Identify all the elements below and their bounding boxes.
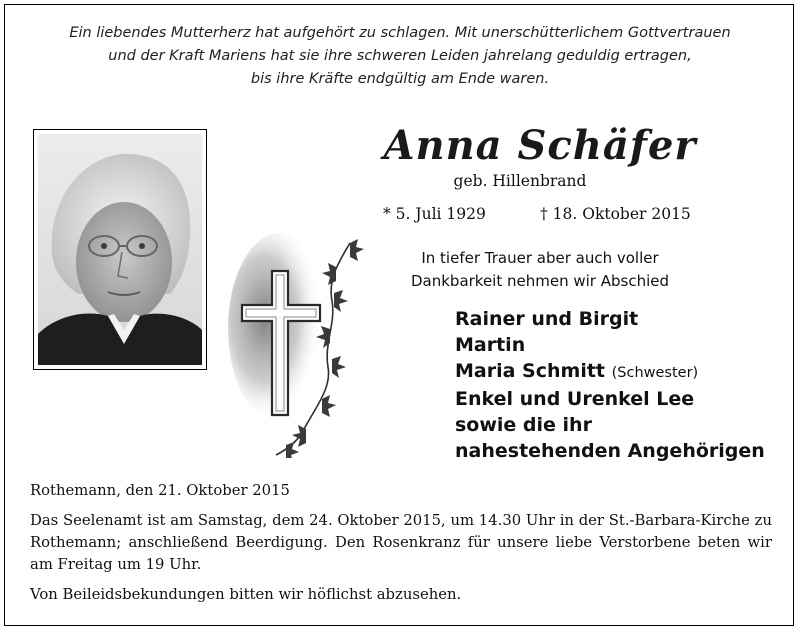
footer-text	[30, 480, 772, 606]
family-line: Martin	[455, 334, 526, 356]
poem-line: Ein liebendes Mutterherz hat aufgehört zu schlagen. Mit unerschütterlichem Gottvertrauen	[69, 25, 731, 41]
family-line: Rainer und Birgit	[455, 308, 639, 330]
mourning-text	[380, 247, 700, 293]
family-list	[455, 306, 765, 464]
cross-icon	[228, 233, 368, 458]
family-member-relation: (Schwester)	[611, 365, 699, 381]
family-line: sowie die ihr	[455, 414, 592, 436]
portrait-photo	[38, 134, 202, 365]
service-announcement: Das Seelenamt ist am Samstag, dem 24. Oktober 2015, um 14.30 Uhr in der St.-Barbara-Kirche zu Rothemann; anschließend Beerdigung. Den Rosenkranz für unsere liebe Verstorbene beten wir am Freitag um 19 Uhr.	[30, 512, 772, 573]
birth-name: geb. Hillenbrand	[453, 172, 587, 190]
condolences-note: Von Beileidsbekundungen bitten wir höflichst abzusehen.	[30, 586, 462, 603]
mourning-line: In tiefer Trauer aber auch voller	[421, 249, 659, 267]
poem-line: und der Kraft Mariens hat sie ihre schweren Leiden jahrelang geduldig ertragen,	[108, 48, 692, 64]
birth-date: * 5. Juli 1929	[383, 205, 486, 223]
death-date: † 18. Oktober 2015	[540, 205, 691, 223]
mourning-line: Dankbarkeit nehmen wir Abschied	[410, 272, 669, 290]
place-date: Rothemann, den 21. Oktober 2015	[30, 482, 290, 499]
poem-line: bis ihre Kräfte endgültig am Ende waren.	[250, 71, 550, 87]
deceased-name: Anna Schäfer	[383, 122, 697, 169]
family-line: nahestehenden Angehörigen	[455, 440, 765, 462]
portrait-photo-frame	[33, 129, 207, 370]
family-line	[455, 358, 765, 386]
family-line: Enkel und Urenkel Lee	[455, 388, 695, 410]
family-member-name: Maria Schmitt	[455, 360, 605, 382]
poem-text	[30, 22, 770, 91]
portrait-image	[38, 134, 202, 365]
